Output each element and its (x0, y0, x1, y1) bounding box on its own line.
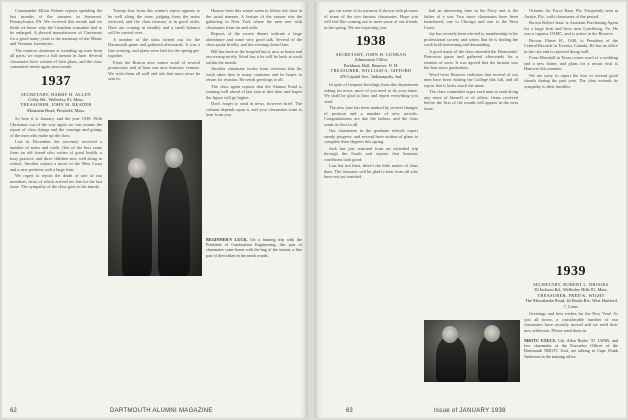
paragraph: Commander Elliott Palmer reports spending the last months of the summer in Somerset, Pennsylvania, PA. We received this month and we think we know why the Canadian consulate had to be enlarged. A shrewd manufacturer of Cincinnati for a good many years is the mainstay of the Maine and Vermont fraternities. (10, 8, 102, 46)
paragraph: We are sorry to report the loss of several good friends during the past year. The class extends its sympathy to their families. (524, 72, 618, 89)
right-column-3-class-1939 (524, 264, 618, 338)
treasurer-line: TREASURER, JOHN M. BEADER (20, 102, 92, 108)
caption-title: BEGINNER'S LUCK. (206, 237, 248, 242)
secretary-address: Colby Rd., Wellesley 81, Mass. (28, 96, 84, 102)
paragraph: Reports of the recent dinner indicate a large attendance and some very good talk. Several of the class spoke briefly, and the evening closed late. (206, 31, 302, 47)
right-column-3 (524, 8, 618, 268)
paragraph: The reunion chairman is rounding up men from all parts; we expect a full turnout in June. Several classmates have written of their plans, and the class committee meets again next month. (10, 47, 102, 69)
paragraph: had an interesting time in the Navy and is the father of a son. Two more classmates have been transferred, one to Chicago and one to the West Coast. (424, 8, 518, 30)
paragraph: Brown Robert Isaac is Assistant Purchasing Agent for a large firm and lives near Lynchburg, Va. He was a captain, USMC, and is active in the Reserve. (524, 20, 618, 36)
paragraph: Honors from this winter seem to follow the class in the usual manner. A feature of the season was the gathering in New York where the men met with classmates from far and wide. (206, 8, 302, 30)
paragraph: Twenty-four from this winter's report appears to be well along the river, judging from the notes received, and the class treasury is in good order. Dues are coming in steadily and a small balance will be carried over. (108, 8, 200, 35)
paragraph: Last but not least, there's the little matter of class dues. The treasurer will be glad to hear from all who have not yet remitted. (324, 163, 418, 180)
paragraph: In spite of frequent bowlings from this department asking for news, more of you need to do your share. We shall be glad to hear and report everything you send. (324, 82, 418, 104)
magazine-title: DARTMOUTH ALUMNI MAGAZINE (110, 408, 213, 414)
right-page (314, 2, 626, 418)
class-year-heading: 1939 (556, 264, 586, 279)
paragraph: Word from Hanover indicates that several of our men have been visiting the College this fall, and all report that it looks much the same. (424, 71, 518, 88)
page-number: 63 (346, 408, 353, 414)
left-column-1 (10, 8, 102, 403)
right-column-1 (324, 8, 418, 403)
secretary-line: SECRETARY, HARRY H. ALLEN (21, 91, 91, 97)
paragraph: The class agent reports that the Alumni Fund is running well ahead of last year at this date, and hopes the figure will go higher. (206, 83, 302, 100)
class-year-heading: 1937 (41, 73, 71, 89)
secretary-line: SECRETARY, JOHN H. CONRAN (335, 52, 407, 57)
right-column-2 (424, 8, 518, 318)
treasurer-address: The Moosilauke Road, 44 Booth Rd., West Hartford 7, Conn. (525, 298, 617, 309)
paragraph: Orlando Air Force Base, Fla. Frequently seen at Austin, Fla., with classmates of the period. (524, 8, 618, 19)
treasurer-address: 470 Capital Ave., Indianapolis, Ind. (339, 73, 403, 79)
left-page (2, 2, 308, 418)
issue-date: Issue of JANUARY 1938 (434, 408, 506, 414)
paragraph: Greetings and best wishes for the New Year! As you all know, a considerable number of our classmates have recently moved and we need their new addresses. Please send them in. (524, 311, 618, 333)
paragraph: Don't forget to send in news, however brief. The column depends upon it, and your classmates want to hear from you. (206, 101, 302, 117)
treasurer-line: TREASURER, WILLIAM A. GIFFORD (330, 68, 412, 74)
paragraph: The new year has been marked by several changes of position and a number of new arrivals. Congratulations are due the fathers, and the class sends its best to all. (324, 105, 418, 127)
paragraph: Brown, Elmer H., 1940, is President of the Central Records in Toronto, Canada. He has an office in the city and is reported doing well. (524, 37, 618, 54)
page-number: 62 (10, 408, 17, 414)
secretary-address: Parkhurst Hall, Hanover, N. H. (343, 62, 399, 68)
paragraph: Jay has recently been elected to membership in his professional society and writes that he is finding the work both interesting and demanding. (424, 31, 518, 47)
caption-title: NROTC EXECS. (524, 338, 556, 343)
caption-text: On a hunting trip with the President of Combustion Engineering, this pair of classmates came home with the bag of the season, a fine pair of deer taken in the north woods. (206, 237, 302, 258)
paragraph: A good many of the class attended the Dartmouth-Princeton game and gathered afterwards for a reunion of sorts. It was agreed that the turnout was the best since graduation. (424, 48, 518, 70)
paragraph: Jack has just returned from an extended trip through the South and reports that business conditions look good. (324, 145, 418, 162)
paragraph: Late in December the secretary received a number of notes and cards. One of the best came from an old friend who writes of good health, a busy practice, and three children now well along in school. Another reports a move to the West Coast and a new position with a large firm. (10, 139, 102, 172)
paragraph: We regret to report the death of one of our members, news of which arrived too late for the last issue. The sympathy of the class goes to his family. (10, 173, 102, 190)
paragraph: So here it is January, and the year 1938. With Christmas out of the way again we can resume the report of class doings and the comings and goings of the men who make up the class. (10, 116, 102, 138)
hunting-photo (108, 120, 202, 276)
treasurer-address: Mountain Road, Pittsfield, Mass. (26, 107, 86, 113)
secretary-line: SECRETARY, ROBERT L. BROOKS (533, 282, 609, 287)
paragraph: Our classmates in the graduate schools report steady progress, and several have written of plans to complete their degrees this spring. (324, 128, 418, 145)
paragraph: From the Boston area comes word of several promotions and at least one new business venture. We wish them all well and ask that more news be sent in. (108, 59, 200, 81)
paragraph: gas cut some of its pictures if shown with pictures of some of the two famous classmates. Hope you will feel like coming out to meet some of our friends in the spring. We are expecting you. (324, 8, 418, 30)
caption-text: Cdr. Allen Butler '37, USNR, and two classmates at the Executive Officer of the Dartmouth NROTC Unit, are talking to Capt. Frank Anderson in the training office. (524, 338, 619, 359)
secretary-title: Admissions Office (354, 57, 388, 63)
class-year-heading: 1938 (356, 34, 386, 49)
paragraph: From Marshall in Texas comes word of a wedding and a new home, and plans for a return visit to Hanover this summer. (524, 55, 618, 71)
paragraph: Another classmate writes from overseas that his work takes him to many countries and he hopes to return for reunion. He sends greetings to all. (206, 66, 302, 82)
paragraph: The class committee urges each man to send along any news of himself or of others. Items received before the first of the month will appear in the next issue. (424, 89, 518, 111)
photo-caption (524, 338, 618, 359)
left-column-3 (206, 8, 302, 233)
secretary-address: 30 Jackson Rd., Wellesley Hills 81, Mass. (534, 287, 608, 293)
nrotc-photo (424, 320, 520, 382)
photo-caption (206, 237, 302, 258)
paragraph: Bill has been in the hospital but is now at home and recovering nicely. Word has it he will be back at work within the month. (206, 48, 302, 65)
treasurer-line: TREASURER, FRED K. WIGHT (537, 292, 605, 298)
paragraph: A number of the class turned out for the Dartmouth game and gathered afterwards. It was a fine evening, and plans were laid for the spring get-together. (108, 36, 200, 58)
